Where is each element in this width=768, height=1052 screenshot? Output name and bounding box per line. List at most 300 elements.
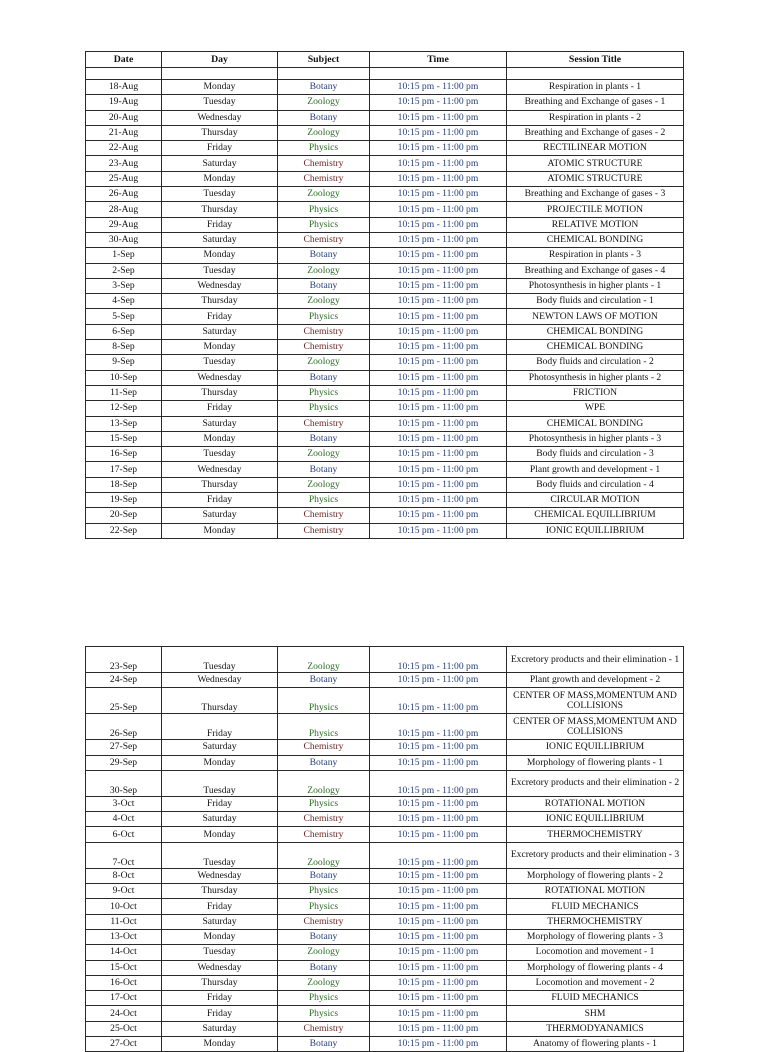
cell-date: 30-Aug	[86, 232, 162, 247]
cell-subject: Zoology	[278, 842, 370, 868]
cell-session-title: Morphology of flowering plants - 1	[507, 755, 684, 770]
table-row	[86, 740, 684, 755]
cell-session-title: CENTER OF MASS,MOMENTUM AND COLLISIONS	[507, 714, 684, 740]
cell-session-title: Breathing and Exchange of gases - 1	[507, 95, 684, 110]
table-row	[86, 688, 684, 714]
table-row	[86, 714, 684, 740]
cell-session-title: Excretory products and their elimination - 3	[507, 842, 684, 868]
cell-date: 22-Aug	[86, 141, 162, 156]
cell-time: 10:15 pm - 11:00 pm	[370, 141, 507, 156]
cell-day: Monday	[162, 171, 278, 186]
cell-subject: Chemistry	[278, 232, 370, 247]
cell-time: 10:15 pm - 11:00 pm	[370, 340, 507, 355]
cell-time: 10:15 pm - 11:00 pm	[370, 278, 507, 293]
cell-subject: Zoology	[278, 355, 370, 370]
cell-subject: Chemistry	[278, 508, 370, 523]
cell-time: 10:15 pm - 11:00 pm	[370, 714, 507, 740]
cell-date: 26-Sep	[86, 714, 162, 740]
cell-day: Friday	[162, 141, 278, 156]
cell-day: Monday	[162, 929, 278, 944]
cell-day: Wednesday	[162, 673, 278, 688]
table-row	[86, 156, 684, 171]
cell-session-title: THERMOCHEMISTRY	[507, 827, 684, 842]
cell-subject: Zoology	[278, 263, 370, 278]
cell-subject: Botany	[278, 431, 370, 446]
cell-session-title: SHM	[507, 1006, 684, 1021]
cell-day: Tuesday	[162, 263, 278, 278]
table-row	[86, 796, 684, 811]
cell-session-title: Photosynthesis in higher plants - 1	[507, 278, 684, 293]
cell-date: 23-Sep	[86, 647, 162, 673]
cell-session-title: Excretory products and their elimination - 1	[507, 647, 684, 673]
cell-session-title: CENTER OF MASS,MOMENTUM AND COLLISIONS	[507, 688, 684, 714]
cell-day: Monday	[162, 755, 278, 770]
cell-day: Saturday	[162, 156, 278, 171]
cell-time: 10:15 pm - 11:00 pm	[370, 309, 507, 324]
cell-date: 10-Oct	[86, 899, 162, 914]
cell-date: 8-Sep	[86, 340, 162, 355]
cell-session-title: ATOMIC STRUCTURE	[507, 156, 684, 171]
cell-subject: Physics	[278, 991, 370, 1006]
cell-subject: Zoology	[278, 477, 370, 492]
cell-time: 10:15 pm - 11:00 pm	[370, 914, 507, 929]
header-subject: Subject	[278, 52, 370, 68]
cell-date: 10-Sep	[86, 370, 162, 385]
cell-date: 18-Aug	[86, 80, 162, 95]
table-row	[86, 842, 684, 868]
cell-session-title: RELATIVE MOTION	[507, 217, 684, 232]
cell-time: 10:15 pm - 11:00 pm	[370, 156, 507, 171]
cell-time: 10:15 pm - 11:00 pm	[370, 884, 507, 899]
cell-date: 3-Sep	[86, 278, 162, 293]
cell-time: 10:15 pm - 11:00 pm	[370, 80, 507, 95]
cell-subject: Chemistry	[278, 324, 370, 339]
cell-date: 4-Oct	[86, 812, 162, 827]
cell-day: Saturday	[162, 812, 278, 827]
cell-session-title: Respiration in plants - 3	[507, 248, 684, 263]
cell-time: 10:15 pm - 11:00 pm	[370, 248, 507, 263]
cell-date: 26-Aug	[86, 187, 162, 202]
cell-day: Friday	[162, 899, 278, 914]
cell-day: Friday	[162, 991, 278, 1006]
cell-subject: Botany	[278, 370, 370, 385]
cell-session-title: WPE	[507, 401, 684, 416]
cell-subject: Chemistry	[278, 156, 370, 171]
cell-session-title: Respiration in plants - 1	[507, 80, 684, 95]
cell-day: Saturday	[162, 1021, 278, 1036]
table-row	[86, 95, 684, 110]
cell-session-title: Respiration in plants - 2	[507, 110, 684, 125]
cell-session-title: PROJECTILE MOTION	[507, 202, 684, 217]
cell-time: 10:15 pm - 11:00 pm	[370, 740, 507, 755]
table-row	[86, 991, 684, 1006]
cell-day: Wednesday	[162, 370, 278, 385]
cell-date: 27-Oct	[86, 1037, 162, 1052]
cell-subject: Zoology	[278, 447, 370, 462]
table-row	[86, 202, 684, 217]
header-date: Date	[86, 52, 162, 68]
table-row	[86, 309, 684, 324]
cell-date: 15-Sep	[86, 431, 162, 446]
cell-time: 10:15 pm - 11:00 pm	[370, 324, 507, 339]
cell-day: Wednesday	[162, 960, 278, 975]
table-row	[86, 812, 684, 827]
cell-session-title: Anatomy of flowering plants - 1	[507, 1037, 684, 1052]
schedule-table-2	[85, 646, 684, 1052]
cell-time: 10:15 pm - 11:00 pm	[370, 755, 507, 770]
table-row	[86, 647, 684, 673]
blank-row	[86, 68, 684, 80]
blank-cell	[507, 68, 684, 80]
cell-date: 24-Oct	[86, 1006, 162, 1021]
cell-day: Saturday	[162, 324, 278, 339]
cell-day: Thursday	[162, 202, 278, 217]
table-row	[86, 278, 684, 293]
cell-time: 10:15 pm - 11:00 pm	[370, 770, 507, 796]
cell-time: 10:15 pm - 11:00 pm	[370, 868, 507, 883]
cell-date: 5-Sep	[86, 309, 162, 324]
table-row	[86, 945, 684, 960]
cell-subject: Botany	[278, 110, 370, 125]
cell-time: 10:15 pm - 11:00 pm	[370, 796, 507, 811]
cell-time: 10:15 pm - 11:00 pm	[370, 125, 507, 140]
table-row	[86, 232, 684, 247]
cell-day: Thursday	[162, 688, 278, 714]
cell-date: 18-Sep	[86, 477, 162, 492]
cell-session-title: Photosynthesis in higher plants - 2	[507, 370, 684, 385]
cell-subject: Botany	[278, 248, 370, 263]
cell-session-title: CHEMICAL BONDING	[507, 340, 684, 355]
cell-day: Thursday	[162, 884, 278, 899]
table-row	[86, 884, 684, 899]
cell-session-title: Breathing and Exchange of gases - 4	[507, 263, 684, 278]
cell-day: Saturday	[162, 416, 278, 431]
cell-time: 10:15 pm - 11:00 pm	[370, 812, 507, 827]
cell-date: 11-Sep	[86, 385, 162, 400]
cell-day: Monday	[162, 80, 278, 95]
cell-session-title: THERMOCHEMISTRY	[507, 914, 684, 929]
cell-session-title: Breathing and Exchange of gases - 3	[507, 187, 684, 202]
cell-day: Friday	[162, 401, 278, 416]
table-row	[86, 899, 684, 914]
cell-time: 10:15 pm - 11:00 pm	[370, 401, 507, 416]
cell-day: Wednesday	[162, 868, 278, 883]
cell-subject: Physics	[278, 401, 370, 416]
cell-subject: Zoology	[278, 945, 370, 960]
table-row	[86, 673, 684, 688]
cell-time: 10:15 pm - 11:00 pm	[370, 991, 507, 1006]
table-row	[86, 508, 684, 523]
cell-date: 16-Oct	[86, 975, 162, 990]
table-row	[86, 960, 684, 975]
cell-day: Friday	[162, 217, 278, 232]
cell-time: 10:15 pm - 11:00 pm	[370, 370, 507, 385]
cell-subject: Physics	[278, 493, 370, 508]
cell-subject: Physics	[278, 217, 370, 232]
cell-day: Saturday	[162, 740, 278, 755]
table-row	[86, 477, 684, 492]
cell-date: 17-Sep	[86, 462, 162, 477]
cell-day: Thursday	[162, 385, 278, 400]
cell-subject: Chemistry	[278, 171, 370, 186]
cell-session-title: FRICTION	[507, 385, 684, 400]
cell-session-title: Photosynthesis in higher plants - 3	[507, 431, 684, 446]
cell-subject: Chemistry	[278, 827, 370, 842]
table-row	[86, 370, 684, 385]
table-row	[86, 217, 684, 232]
cell-date: 13-Sep	[86, 416, 162, 431]
cell-date: 2-Sep	[86, 263, 162, 278]
cell-date: 21-Aug	[86, 125, 162, 140]
table-row	[86, 755, 684, 770]
schedule-table-1	[85, 51, 684, 539]
cell-subject: Physics	[278, 1006, 370, 1021]
table-row	[86, 141, 684, 156]
cell-session-title: Body fluids and circulation - 2	[507, 355, 684, 370]
cell-day: Monday	[162, 1037, 278, 1052]
cell-date: 3-Oct	[86, 796, 162, 811]
cell-date: 6-Sep	[86, 324, 162, 339]
blank-cell	[370, 68, 507, 80]
cell-subject: Zoology	[278, 294, 370, 309]
header-row	[86, 52, 684, 68]
table-row	[86, 294, 684, 309]
cell-time: 10:15 pm - 11:00 pm	[370, 647, 507, 673]
table-row	[86, 171, 684, 186]
cell-session-title: NEWTON LAWS OF MOTION	[507, 309, 684, 324]
table-header	[86, 52, 684, 80]
cell-subject: Zoology	[278, 647, 370, 673]
cell-time: 10:15 pm - 11:00 pm	[370, 523, 507, 538]
cell-time: 10:15 pm - 11:00 pm	[370, 431, 507, 446]
cell-day: Monday	[162, 248, 278, 263]
cell-subject: Botany	[278, 755, 370, 770]
cell-session-title: ROTATIONAL MOTION	[507, 796, 684, 811]
cell-day: Wednesday	[162, 278, 278, 293]
blank-cell	[278, 68, 370, 80]
cell-time: 10:15 pm - 11:00 pm	[370, 493, 507, 508]
cell-date: 8-Oct	[86, 868, 162, 883]
cell-day: Friday	[162, 309, 278, 324]
cell-session-title: Locomotion and movement - 2	[507, 975, 684, 990]
table-row	[86, 263, 684, 278]
cell-time: 10:15 pm - 11:00 pm	[370, 1006, 507, 1021]
cell-day: Friday	[162, 714, 278, 740]
cell-session-title: ROTATIONAL MOTION	[507, 884, 684, 899]
cell-subject: Botany	[278, 278, 370, 293]
cell-session-title: Breathing and Exchange of gases - 2	[507, 125, 684, 140]
cell-subject: Physics	[278, 688, 370, 714]
cell-date: 15-Oct	[86, 960, 162, 975]
cell-session-title: Morphology of flowering plants - 4	[507, 960, 684, 975]
cell-date: 20-Sep	[86, 508, 162, 523]
cell-time: 10:15 pm - 11:00 pm	[370, 171, 507, 186]
cell-day: Tuesday	[162, 945, 278, 960]
cell-date: 29-Sep	[86, 755, 162, 770]
cell-day: Thursday	[162, 294, 278, 309]
cell-time: 10:15 pm - 11:00 pm	[370, 462, 507, 477]
cell-subject: Physics	[278, 141, 370, 156]
cell-time: 10:15 pm - 11:00 pm	[370, 945, 507, 960]
cell-date: 22-Sep	[86, 523, 162, 538]
cell-subject: Chemistry	[278, 914, 370, 929]
cell-session-title: THERMODYANAMICS	[507, 1021, 684, 1036]
cell-subject: Physics	[278, 202, 370, 217]
cell-day: Monday	[162, 431, 278, 446]
table-row	[86, 493, 684, 508]
cell-time: 10:15 pm - 11:00 pm	[370, 217, 507, 232]
cell-date: 27-Sep	[86, 740, 162, 755]
cell-time: 10:15 pm - 11:00 pm	[370, 416, 507, 431]
cell-time: 10:15 pm - 11:00 pm	[370, 232, 507, 247]
cell-day: Monday	[162, 827, 278, 842]
cell-subject: Chemistry	[278, 416, 370, 431]
cell-day: Monday	[162, 340, 278, 355]
cell-session-title: Body fluids and circulation - 1	[507, 294, 684, 309]
cell-day: Thursday	[162, 125, 278, 140]
cell-time: 10:15 pm - 11:00 pm	[370, 187, 507, 202]
cell-date: 19-Sep	[86, 493, 162, 508]
table-row	[86, 324, 684, 339]
cell-subject: Physics	[278, 884, 370, 899]
cell-time: 10:15 pm - 11:00 pm	[370, 508, 507, 523]
cell-subject: Botany	[278, 929, 370, 944]
cell-subject: Botany	[278, 1037, 370, 1052]
cell-time: 10:15 pm - 11:00 pm	[370, 1021, 507, 1036]
cell-subject: Chemistry	[278, 740, 370, 755]
cell-day: Tuesday	[162, 95, 278, 110]
cell-session-title: Morphology of flowering plants - 3	[507, 929, 684, 944]
cell-subject: Physics	[278, 309, 370, 324]
table-1-body	[86, 80, 684, 539]
cell-date: 25-Sep	[86, 688, 162, 714]
cell-time: 10:15 pm - 11:00 pm	[370, 688, 507, 714]
cell-time: 10:15 pm - 11:00 pm	[370, 975, 507, 990]
cell-day: Thursday	[162, 477, 278, 492]
cell-date: 13-Oct	[86, 929, 162, 944]
cell-date: 30-Sep	[86, 770, 162, 796]
cell-time: 10:15 pm - 11:00 pm	[370, 385, 507, 400]
cell-session-title: Excretory products and their elimination - 2	[507, 770, 684, 796]
table-row	[86, 125, 684, 140]
cell-day: Tuesday	[162, 647, 278, 673]
cell-session-title: CHEMICAL BONDING	[507, 324, 684, 339]
cell-date: 7-Oct	[86, 842, 162, 868]
table-row	[86, 914, 684, 929]
cell-session-title: Locomotion and movement - 1	[507, 945, 684, 960]
table-row	[86, 462, 684, 477]
cell-subject: Botany	[278, 868, 370, 883]
cell-day: Saturday	[162, 232, 278, 247]
table-row	[86, 355, 684, 370]
table-row	[86, 401, 684, 416]
blank-cell	[86, 68, 162, 80]
cell-subject: Physics	[278, 714, 370, 740]
cell-date: 20-Aug	[86, 110, 162, 125]
cell-time: 10:15 pm - 11:00 pm	[370, 673, 507, 688]
cell-subject: Botany	[278, 960, 370, 975]
cell-time: 10:15 pm - 11:00 pm	[370, 95, 507, 110]
cell-date: 11-Oct	[86, 914, 162, 929]
cell-subject: Zoology	[278, 770, 370, 796]
cell-time: 10:15 pm - 11:00 pm	[370, 263, 507, 278]
blank-cell	[162, 68, 278, 80]
cell-subject: Zoology	[278, 187, 370, 202]
table-row	[86, 416, 684, 431]
cell-subject: Botany	[278, 80, 370, 95]
cell-day: Tuesday	[162, 842, 278, 868]
cell-day: Wednesday	[162, 462, 278, 477]
cell-time: 10:15 pm - 11:00 pm	[370, 202, 507, 217]
cell-subject: Zoology	[278, 95, 370, 110]
cell-session-title: Plant growth and development - 2	[507, 673, 684, 688]
cell-session-title: Body fluids and circulation - 3	[507, 447, 684, 462]
header-day: Day	[162, 52, 278, 68]
cell-day: Monday	[162, 523, 278, 538]
cell-day: Saturday	[162, 914, 278, 929]
cell-time: 10:15 pm - 11:00 pm	[370, 827, 507, 842]
cell-session-title: ATOMIC STRUCTURE	[507, 171, 684, 186]
cell-day: Friday	[162, 493, 278, 508]
table-row	[86, 770, 684, 796]
cell-session-title: FLUID MECHANICS	[507, 899, 684, 914]
cell-session-title: IONIC EQUILLIBRIUM	[507, 740, 684, 755]
cell-session-title: CIRCULAR MOTION	[507, 493, 684, 508]
cell-session-title: CHEMICAL EQUILLIBRIUM	[507, 508, 684, 523]
cell-date: 19-Aug	[86, 95, 162, 110]
cell-subject: Botany	[278, 462, 370, 477]
cell-day: Thursday	[162, 975, 278, 990]
cell-date: 29-Aug	[86, 217, 162, 232]
cell-subject: Botany	[278, 673, 370, 688]
table-row	[86, 110, 684, 125]
cell-subject: Chemistry	[278, 812, 370, 827]
cell-subject: Physics	[278, 796, 370, 811]
table-row	[86, 523, 684, 538]
cell-date: 1-Sep	[86, 248, 162, 263]
cell-time: 10:15 pm - 11:00 pm	[370, 1037, 507, 1052]
cell-subject: Physics	[278, 899, 370, 914]
cell-day: Tuesday	[162, 355, 278, 370]
cell-time: 10:15 pm - 11:00 pm	[370, 960, 507, 975]
cell-time: 10:15 pm - 11:00 pm	[370, 447, 507, 462]
cell-subject: Zoology	[278, 975, 370, 990]
cell-session-title: Plant growth and development - 1	[507, 462, 684, 477]
header-session-title: Session Title	[507, 52, 684, 68]
cell-day: Tuesday	[162, 187, 278, 202]
cell-session-title: RECTILINEAR MOTION	[507, 141, 684, 156]
cell-day: Saturday	[162, 508, 278, 523]
cell-date: 24-Sep	[86, 673, 162, 688]
cell-date: 6-Oct	[86, 827, 162, 842]
cell-time: 10:15 pm - 11:00 pm	[370, 110, 507, 125]
cell-subject: Zoology	[278, 125, 370, 140]
cell-subject: Physics	[278, 385, 370, 400]
cell-day: Friday	[162, 796, 278, 811]
cell-session-title: FLUID MECHANICS	[507, 991, 684, 1006]
cell-session-title: IONIC EQUILLIBRIUM	[507, 523, 684, 538]
table-row	[86, 431, 684, 446]
cell-day: Tuesday	[162, 770, 278, 796]
cell-subject: Chemistry	[278, 340, 370, 355]
table-row	[86, 975, 684, 990]
cell-day: Wednesday	[162, 110, 278, 125]
cell-date: 17-Oct	[86, 991, 162, 1006]
table-row	[86, 868, 684, 883]
cell-date: 25-Aug	[86, 171, 162, 186]
table-row	[86, 1006, 684, 1021]
cell-time: 10:15 pm - 11:00 pm	[370, 842, 507, 868]
